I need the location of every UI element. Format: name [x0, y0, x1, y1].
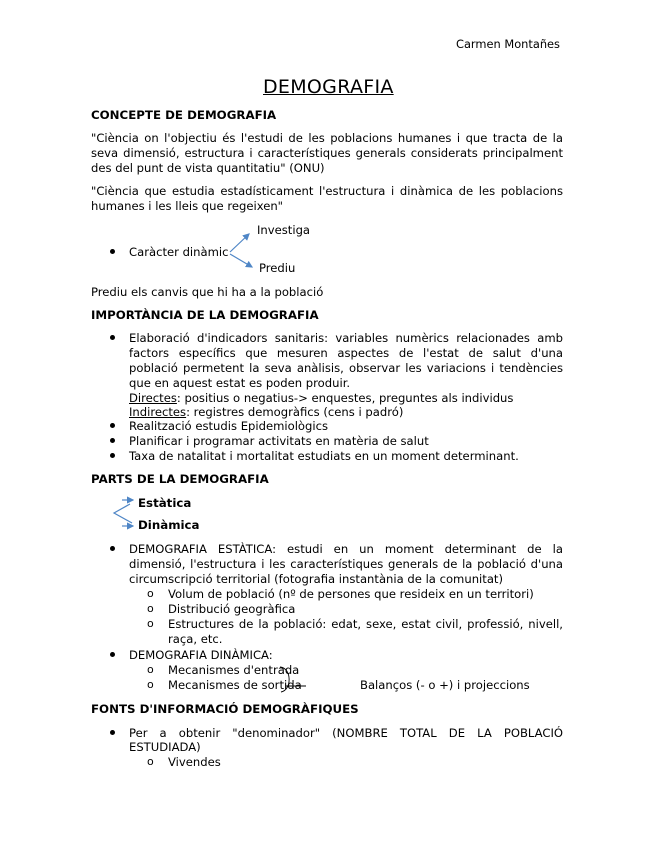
importancia-item-1-line-2: factors específics que mesuren aspectes de l'estat de salut d'una [129, 346, 563, 360]
dinamica-item: DEMOGRAFIA DINÀMICA: [129, 648, 273, 662]
dinamica-sub-1: Mecanismes d'entrada [168, 663, 300, 677]
section-heading-concepte: CONCEPTE DE DEMOGRAFIA [91, 108, 277, 122]
sub-bullet-icon: o [147, 602, 154, 615]
directes-label: Directes [129, 391, 177, 405]
sub-bullet-icon: o [147, 755, 154, 768]
importancia-item-1-line-1: Elaboració d'indicadors sanitaris: variables numèrics relacionades amb [129, 331, 563, 345]
sub-bullet-icon: o [147, 587, 154, 600]
bullet-icon [110, 335, 115, 340]
investiga-label: Investiga [257, 223, 311, 237]
estatica-sub-1: Volum de població (nº de persones que resideix en un territori) [168, 587, 534, 601]
prediu-text: Prediu els canvis que hi ha a la població [91, 285, 324, 299]
indirectes-text: : registres demogràfics (cens i padró) [186, 405, 404, 419]
fonts-item-1-line-2: ESTUDIADA) [129, 740, 201, 754]
definition-1-line-1: "Ciència on l'objectiu és l'estudi de les poblacions humanes i que tracta de la [91, 131, 563, 145]
caracter-dinamic: Caràcter dinàmic [129, 245, 229, 259]
bullet-icon [110, 453, 115, 458]
prediu-label: Prediu [259, 261, 296, 275]
bullet-icon [110, 438, 115, 443]
bullet-icon [110, 546, 115, 551]
fonts-item-1-line-1: Per a obtenir "denominador" (NOMBRE TOTAL DE LA POBLACIÓ [129, 726, 563, 740]
balancos-text: Balanços (- o +) i projeccions [360, 678, 530, 692]
estatica-item-line-1: DEMOGRAFIA ESTÀTICA: estudi en un moment determinant de la [129, 542, 563, 556]
dinamica-label: Dinàmica [138, 518, 200, 532]
definition-2-line-1: "Ciència que estudia estadísticament l'estructura i dinàmica de les poblacions [91, 184, 563, 198]
definition-1-line-3: des del punt de vista quantitatiu" (ONU) [91, 161, 325, 175]
definition-1-line-2: seva dimensió, estructura i característiques generals considerats principalment [91, 146, 563, 160]
importancia-item-1-line-3: població permetent la seva anàlisis, observar les variacions i tendències [129, 361, 563, 375]
fonts-sub-1: Vivendes [168, 755, 221, 769]
definition-2-line-2: humanes i les lleis que regeixen" [91, 199, 284, 213]
estatica-item-line-2: dimensió, l'estructura i les característiques generals de la població d'una [129, 557, 563, 571]
directes-line [129, 391, 513, 405]
estatica-label: Estàtica [138, 496, 192, 510]
importancia-item-3: Planificar i programar activitats en matèria de salut [129, 434, 429, 448]
bullet-icon [110, 730, 115, 735]
section-heading-importancia: IMPORTÀNCIA DE LA DEMOGRAFIA [91, 308, 319, 322]
directes-text: : positius o negatius-> enquestes, preguntes als individus [176, 391, 514, 405]
sub-bullet-icon: o [147, 617, 154, 630]
indirectes-label: Indirectes [129, 405, 187, 419]
estatica-item-line-3: circumscripció territorial (fotografia instantània de la comunitat) [129, 572, 503, 586]
importancia-item-4: Taxa de natalitat i mortalitat estudiats en un moment determinant. [129, 449, 519, 463]
sub-bullet-icon: o [147, 678, 154, 691]
importancia-item-2: Realització estudis Epidemiològics [129, 419, 329, 433]
importancia-item-1-line-4: que en aquest estat es poden produir. [129, 376, 351, 390]
author-name: Carmen Montañes [456, 37, 560, 51]
estatica-sub-3-line-1: Estructures de la població: edat, sexe, estat civil, professió, nivell, [168, 617, 563, 631]
bullet-icon [110, 652, 115, 657]
estatica-sub-3-line-2: raça, etc. [168, 632, 223, 646]
section-heading-fonts: FONTS D'INFORMACIÓ DEMOGRÀFIQUES [91, 702, 359, 716]
dinamica-sub-2: Mecanismes de sortida [168, 678, 302, 692]
estatica-sub-2: Distribució geogràfica [168, 602, 296, 616]
indirectes-line [129, 405, 403, 419]
sub-bullet-icon: o [147, 663, 154, 676]
page-title: DEMOGRAFIA [263, 76, 394, 98]
section-heading-parts: PARTS DE LA DEMOGRAFIA [91, 472, 269, 486]
bullet-icon [110, 423, 115, 428]
